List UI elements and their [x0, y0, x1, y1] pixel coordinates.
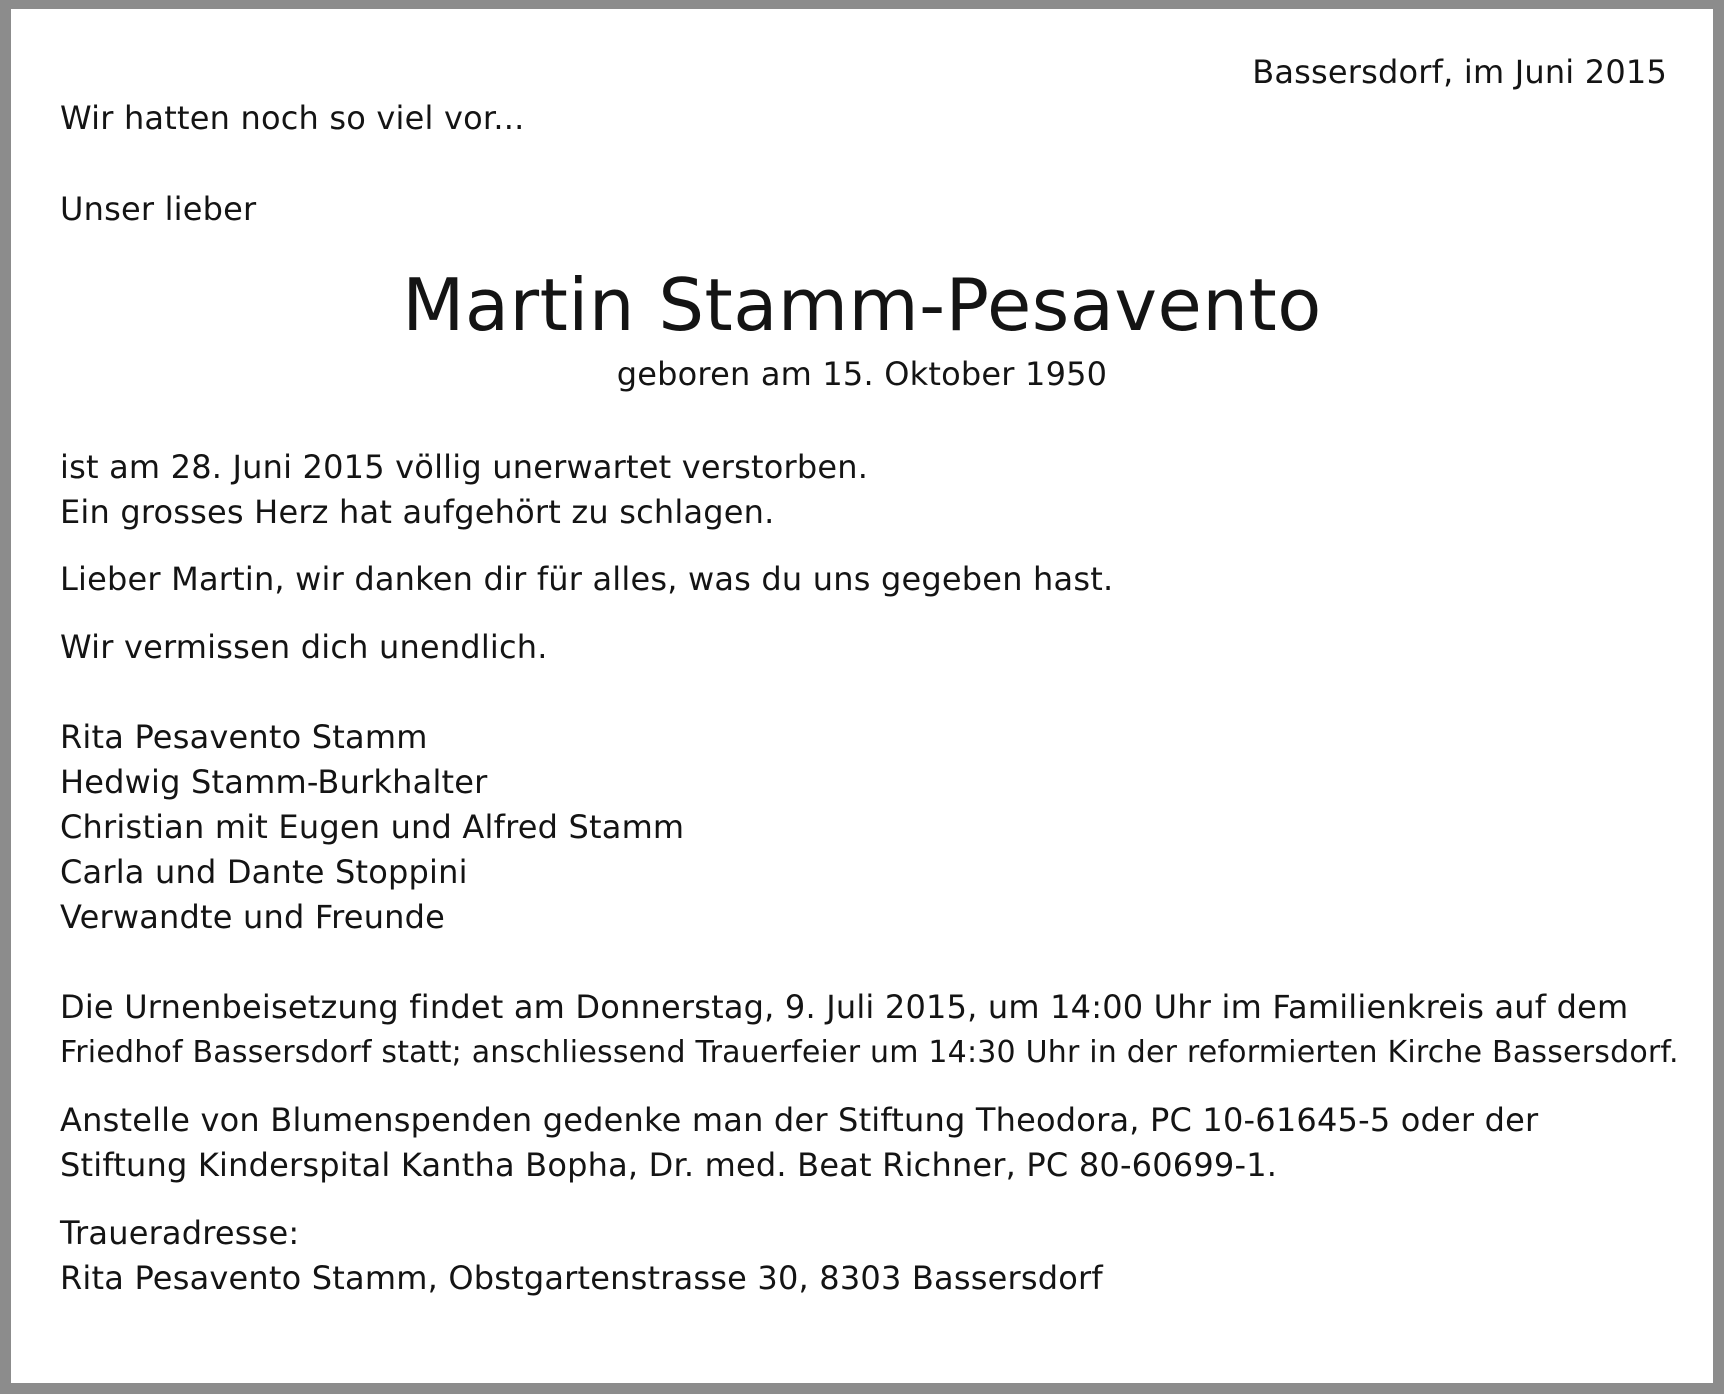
thanks-line: Lieber Martin, wir danken dir für alles, was du uns gegeben hast. — [60, 560, 1114, 598]
announcement-line: ist am 28. Juni 2015 völlig unerwartet verstorben. — [60, 448, 869, 486]
address-label: Traueradresse: — [60, 1214, 300, 1252]
mourner-name: Rita Pesavento Stamm — [60, 718, 428, 756]
ceremony-line: Die Urnenbeisetzung findet am Donnerstag, 9. Juli 2015, um 14:00 Uhr im Familienkreis auf dem — [60, 988, 1629, 1026]
donation-line: Stiftung Kinderspital Kantha Bopha, Dr. med. Beat Richner, PC 80-60699-1. — [60, 1146, 1278, 1184]
intro-line: Unser lieber — [60, 190, 257, 228]
mourner-name: Verwandte und Freunde — [60, 898, 446, 936]
donation-line: Anstelle von Blumenspenden gedenke man der Stiftung Theodora, PC 10-61645-5 oder der — [60, 1101, 1539, 1139]
address-value: Rita Pesavento Stamm, Obstgartenstrasse 30, 8303 Bassersdorf — [60, 1259, 1103, 1297]
place-date: Bassersdorf, im Juni 2015 — [1252, 53, 1667, 91]
announcement-line: Ein grosses Herz hat aufgehört zu schlagen. — [60, 493, 775, 531]
mourner-name: Hedwig Stamm-Burkhalter — [60, 763, 488, 801]
deceased-name: Martin Stamm-Pesavento — [402, 263, 1322, 347]
mourner-name: Carla und Dante Stoppini — [60, 853, 468, 891]
opening-line: Wir hatten noch so viel vor... — [60, 99, 525, 137]
missing-line: Wir vermissen dich unendlich. — [60, 628, 548, 666]
ceremony-line: Friedhof Bassersdorf statt; anschliessend Trauerfeier um 14:30 Uhr in der reformierten Kirche Bassersdorf. — [60, 1035, 1679, 1070]
birth-date: geboren am 15. Oktober 1950 — [616, 355, 1108, 393]
mourner-name: Christian mit Eugen und Alfred Stamm — [60, 808, 685, 846]
